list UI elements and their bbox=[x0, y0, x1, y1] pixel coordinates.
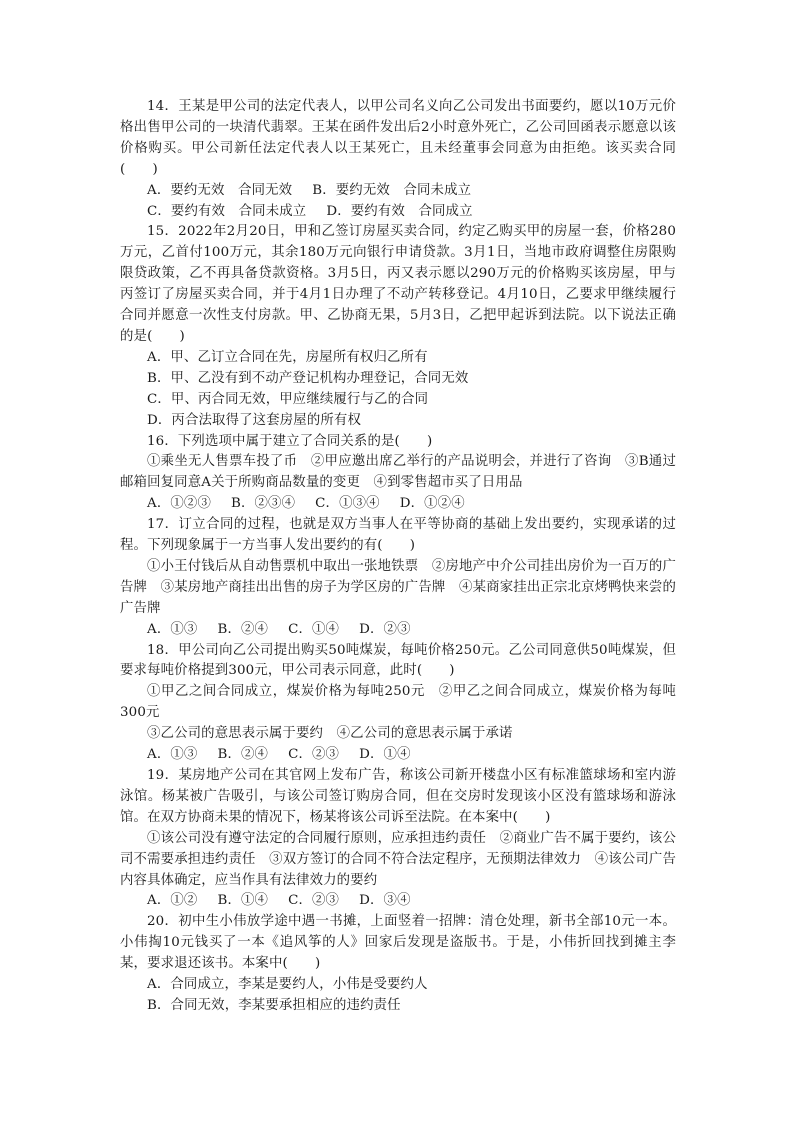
question-16-option-d: D．①②④ bbox=[399, 496, 465, 512]
question-list bbox=[120, 97, 676, 1017]
question-19-option-b: B．①④ bbox=[217, 893, 269, 909]
question-14-option-a: A．要约无效 合同无效 bbox=[147, 182, 293, 198]
question-14-option-c: C．要约有效 合同未成立 bbox=[147, 203, 307, 219]
question-20-option-b: B．合同无效，李某要承担相应的违约责任 bbox=[147, 997, 401, 1013]
question-18-items: ①甲乙之间合同成立，煤炭价格为每吨250元 ②甲乙之间合同成立，煤炭价格为每吨300元 bbox=[120, 684, 676, 721]
question-18-items-2: ③乙公司的意思表示属于要约 ④乙公司的意思表示属于承诺 bbox=[147, 726, 513, 742]
question-15-stem: 15．2022年2月20日，甲和乙签订房屋买卖合同，约定乙购买甲的房屋一套，价格280万元，乙首付100万元，其余180万元向银行申请贷款。3月1日，当地市政府调整住房限购限贷政策，乙不再具备贷款资格。3月5日，丙又表示愿以290万元的价格购买该房屋，甲与丙签订了房屋买卖合同，并于4月1日办理了不动产转移登记。4月10日，乙要求甲继续履行合同并愿意一次性支付房款。甲、乙协商无果，5月3日，乙把甲起诉到法院。以下说法正确的是( ) bbox=[120, 224, 676, 344]
question-19-option-d: D．③④ bbox=[359, 893, 411, 909]
question-18-options bbox=[120, 745, 676, 766]
question-18-option-c: C．②③ bbox=[288, 747, 340, 763]
question-15-option-d: D．丙合法取得了这套房屋的所有权 bbox=[147, 412, 361, 428]
question-19-option-c: C．②③ bbox=[288, 893, 340, 909]
question-17-stem: 17．订立合同的过程，也就是双方当事人在平等协商的基础上发出要约，实现承诺的过程。下列现象属于一方当事人发出要约的有( ) bbox=[120, 517, 676, 554]
question-18-stem: 18．甲公司向乙公司提出购买50吨煤炭，每吨价格250元。乙公司同意供50吨煤炭，但要求每吨价格提到300元，甲公司表示同意，此时( ) bbox=[120, 642, 676, 679]
question-17-option-c: C．①④ bbox=[288, 621, 340, 637]
question-14-options-row-1 bbox=[120, 181, 676, 202]
question-14-option-d: D．要约有效 合同成立 bbox=[326, 203, 473, 219]
question-16-option-b: B．②③④ bbox=[230, 496, 296, 512]
question-16-items: ①乘坐无人售票车投了币 ②甲应邀出席乙举行的产品说明会，并进行了咨询 ③B通过邮箱回复同意A关于所购商品数量的变更 ④到零售超市买了日用品 bbox=[120, 454, 676, 491]
question-17-option-b: B．②④ bbox=[217, 621, 269, 637]
question-18-option-b: B．②④ bbox=[217, 747, 269, 763]
question-17-option-d: D．②③ bbox=[359, 621, 411, 637]
question-19-options bbox=[120, 891, 676, 912]
question-20-stem: 20．初中生小伟放学途中遇一书摊，上面竖着一招牌：清仓处理，新书全部10元一本。小伟掏10元钱买了一本《追风筝的人》回家后发现是盗版书。于是，小伟折回找到摊主李某，要求退还该书。本案中( ) bbox=[120, 914, 676, 972]
question-15-option-c: C．甲、丙合同无效，甲应继续履行与乙的合同 bbox=[147, 391, 429, 407]
question-17-items: ①小王付钱后从自动售票机中取出一张地铁票 ②房地产中介公司挂出房价为一百万的广告牌 ③某房地产商挂出出售的房子为学区房的广告牌 ④某商家挂出正宗北京烤鸭快来尝的广告牌 bbox=[120, 558, 676, 616]
question-14-options-row-2 bbox=[120, 202, 676, 223]
question-14-stem: 14．王某是甲公司的法定代表人，以甲公司名义向乙公司发出书面要约，愿以10万元价格出售甲公司的一块清代翡翠。王某在函件发出后2小时意外死亡，乙公司回函表示愿意以该价格购买。甲公司新任法定代表人以王某死亡，且未经董事会同意为由拒绝。该买卖合同( ) bbox=[120, 99, 676, 177]
question-15-option-a: A．甲、乙订立合同在先，房屋所有权归乙所有 bbox=[147, 349, 428, 365]
question-16-option-c: C．①③④ bbox=[315, 496, 380, 512]
question-20-option-a: A．合同成立，李某是要约人，小伟是受要约人 bbox=[147, 977, 428, 993]
question-17-options bbox=[120, 620, 676, 641]
question-16-options bbox=[120, 494, 676, 515]
question-17-option-a: A．①③ bbox=[147, 621, 198, 637]
question-15-option-b: B．甲、乙没有到不动产登记机构办理登记，合同无效 bbox=[147, 370, 469, 386]
question-19-items: ①该公司没有遵守法定的合同履行原则，应承担违约责任 ②商业广告不属于要约，该公司不需要承担违约责任 ③双方签订的合同不符合法定程序，无预期法律效力 ④该公司广告内容具体确定，应当作具有法律效力的要约 bbox=[120, 830, 676, 888]
question-18-option-d: D．①④ bbox=[359, 747, 411, 763]
question-14-option-b: B．要约无效 合同未成立 bbox=[312, 182, 472, 198]
question-19-option-a: A．①② bbox=[147, 893, 198, 909]
question-18-option-a: A．①③ bbox=[147, 747, 198, 763]
question-19-stem: 19．某房地产公司在其官网上发布广告，称该公司新开楼盘小区有标准篮球场和室内游泳馆。杨某被广告吸引，与该公司签订购房合同，但在交房时发现该小区没有篮球场和游泳馆。在双方协商未果的情况下，杨某将该公司诉至法院。在本案中( ) bbox=[120, 768, 676, 825]
question-16-option-a: A．①②③ bbox=[147, 496, 211, 512]
question-16-stem: 16．下列选项中属于建立了合同关系的是( ) bbox=[147, 433, 433, 449]
